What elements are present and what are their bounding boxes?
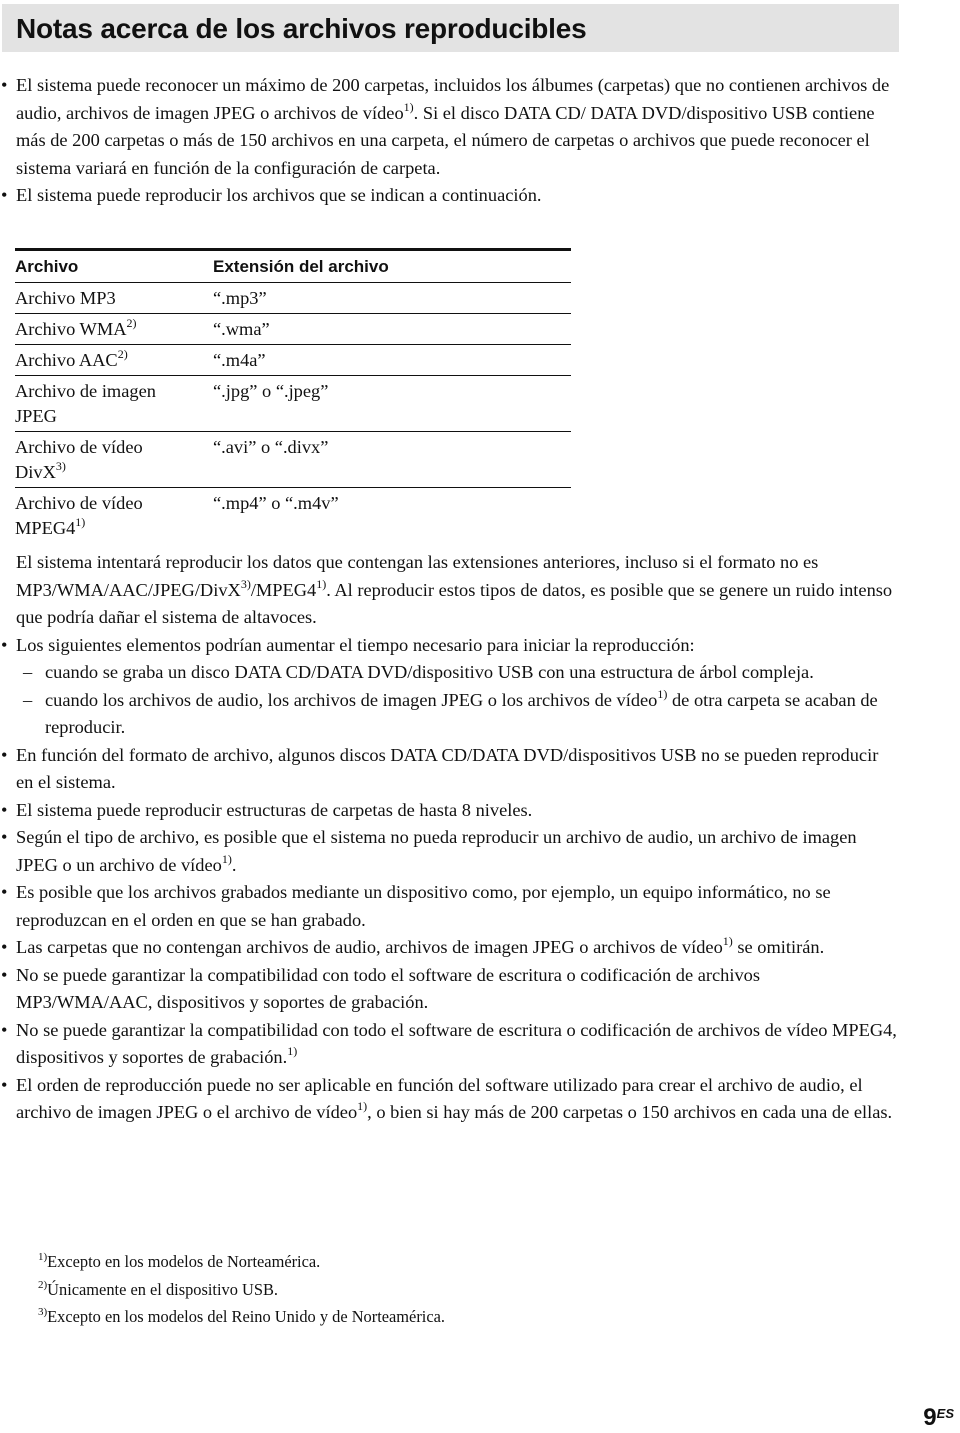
table-row <box>15 488 571 544</box>
file-cell: Archivo MP3 <box>15 283 213 314</box>
extension-cell: “.avi” o “.divx” <box>213 432 571 488</box>
bullet-text: El sistema puede reconocer un máximo de 200 carpetas, incluidos los álbumes (carpetas) que no contienen archivos de audio, archivos de imagen JPEG o archivos de vídeo <box>16 75 890 123</box>
bullet-compat-audio <box>0 962 900 1017</box>
bullet-text: Según el tipo de archivo, es posible que el sistema no pueda reproducir un archivo de audio, un archivo de imagen JPEG o un archivo de vídeo <box>16 827 857 875</box>
bullet-icon: • <box>1 185 8 205</box>
bullet-text: Es posible que los archivos grabados mediante un dispositivo como, por ejemplo, un equipo informático, no se reproduzcan en el orden en que se han grabado. <box>16 882 831 930</box>
bullet-playback-time <box>0 632 900 660</box>
dash-item-tree <box>0 659 900 687</box>
bullet-text: Las carpetas que no contengan archivos de audio, archivos de imagen JPEG o archivos de vídeo <box>16 937 723 957</box>
intro-section <box>0 72 900 210</box>
table-header-row <box>15 250 571 283</box>
extension-warning: El sistema intentará reproducir los datos que contengan las extensiones anteriores, incluso si el formato no es MP3/WMA/AAC/JPEG/DivX$^{3)}$/MPEG4$^{1)}$. Al reproducir estos tipos de datos, es posible que se genere un ruido intenso que podría dañar el sistema de altavoces. <box>16 552 893 627</box>
bullet-format <box>0 742 900 797</box>
notes-section <box>0 549 900 1127</box>
bullet-icon: • <box>1 799 8 820</box>
extension-cell: “.mp4” o “.m4v” <box>213 493 339 513</box>
extension-cell: “.m4a” <box>213 345 571 376</box>
file-types-table <box>15 248 571 543</box>
table-row <box>15 345 571 376</box>
page-title: Notas acerca de los archivos reproducibles <box>16 13 587 44</box>
bullet-icon: • <box>1 937 8 957</box>
dash-icon: – <box>23 689 33 710</box>
table-row <box>15 283 571 314</box>
bullet-icon: • <box>1 75 8 95</box>
extension-cell: “.jpg” o “.jpeg” <box>213 376 571 432</box>
dash-icon: – <box>23 662 33 682</box>
bullet-playable-files <box>0 182 900 210</box>
bullet-icon: • <box>1 1019 8 1040</box>
table-row <box>15 314 571 345</box>
file-cell: Archivo WMA$^{2)}$ <box>15 314 213 345</box>
file-cell: Archivo de vídeo DivX$^{3)}$ <box>15 432 213 488</box>
table-row <box>15 376 571 432</box>
bullet-text: . Si el disco DATA CD/ DATA DVD/dispositivo USB contiene más de 200 carpetas o más de 150 archivos en una carpeta, el número de carpetas o archivos que puede reconocer el sistema variará en función de la configuración de carpeta. <box>16 102 875 178</box>
extension-cell: “.mp3” <box>213 283 571 314</box>
bullet-text: No se puede garantizar la compatibilidad con todo el software de escritura o codificación de archivos de vídeo MPEG4, dispositivos y soportes de grabación. <box>16 1019 897 1067</box>
footnote-1: $^{1)}$Excepto en los modelos de Norteamérica. <box>38 1251 321 1271</box>
bullet-text: No se puede garantizar la compatibilidad con todo el software de escritura o codificación de archivos MP3/WMA/AAC, dispositivos y soportes de grabación. <box>16 964 761 1012</box>
bullet-text: En función del formato de archivo, algunos discos DATA CD/DATA DVD/dispositivos USB no se pueden reproducir en el sistema. <box>16 744 879 792</box>
header-extension: Extensión del archivo <box>213 250 571 283</box>
header-file: Archivo <box>15 250 213 283</box>
file-cell: Archivo de vídeo MPEG4$^{1)}$ <box>15 493 143 538</box>
bullet-icon: • <box>1 1074 8 1095</box>
bullet-icon: • <box>1 744 8 765</box>
table-row <box>15 432 571 488</box>
page-number: $9^{ES}$ <box>923 1404 954 1431</box>
bullet-text: El sistema puede reproducir estructuras de carpetas de hasta 8 niveles. <box>16 799 533 820</box>
page-suffix: ES <box>936 1406 954 1421</box>
bullet-icon: • <box>1 964 8 985</box>
bullet-file-type: • Según el tipo de archivo, es posible que el sistema no pueda reproducir un archivo de audio, un archivo de imagen JPEG o un archivo de vídeo$^{1)}$. <box>0 824 900 879</box>
bullet-levels <box>0 797 900 825</box>
footnote-ref: 1) <box>403 99 414 114</box>
file-cell: Archivo de imagen JPEG <box>15 376 213 432</box>
bullet-icon: • <box>1 882 8 902</box>
file-cell: Archivo AAC$^{2)}$ <box>15 345 213 376</box>
footnotes <box>38 1248 445 1331</box>
dash-item-other-folder: – cuando los archivos de audio, los archivos de imagen JPEG o los archivos de vídeo$^{1)}$ de otra carpeta se acaban de reproducir. <box>23 686 878 737</box>
bullet-play-order: • El orden de reproducción puede no ser aplicable en función del software utilizado para crear el archivo de audio, el archivo de imagen JPEG o el archivo de vídeo$^{1)}$, o bien si hay más de 200 carpetas o 150 archivos en cada una de ellas. <box>0 1072 900 1127</box>
bullet-compat-video: • No se puede garantizar la compatibilidad con todo el software de escritura o codificación de archivos de vídeo MPEG4, dispositivos y soportes de grabación.$^{1)}$ <box>0 1017 900 1072</box>
bullet-order <box>0 879 900 934</box>
bullet-text: El orden de reproducción puede no ser aplicable en función del software utilizado para crear el archivo de audio, el archivo de imagen JPEG o el archivo de vídeo <box>16 1074 863 1122</box>
dash-text: cuando los archivos de audio, los archivos de imagen JPEG o los archivos de vídeo <box>45 689 658 710</box>
bullet-folder-limit <box>0 72 900 182</box>
bullet-icon: • <box>1 827 8 847</box>
bullet-text: Los siguientes elementos podrían aumentar el tiempo necesario para iniciar la reproducción: <box>16 634 695 655</box>
bullet-text: El sistema puede reproducir los archivos que se indican a continuación. <box>16 185 542 205</box>
footnote-2: $^{2)}$Únicamente en el dispositivo USB. <box>38 1278 278 1299</box>
bullet-omitted-folders: • Las carpetas que no contengan archivos de audio, archivos de imagen JPEG o archivos de vídeo$^{1)}$ se omitirán. <box>0 934 900 962</box>
dash-text: cuando se graba un disco DATA CD/DATA DVD/dispositivo USB con una estructura de árbol compleja. <box>45 662 814 682</box>
bullet-icon: • <box>1 634 8 655</box>
extension-cell: “.wma” <box>213 314 571 345</box>
footnote-3: $^{3)}$Excepto en los modelos del Reino Unido y de Norteamérica. <box>38 1306 445 1327</box>
title-bar <box>2 4 899 52</box>
